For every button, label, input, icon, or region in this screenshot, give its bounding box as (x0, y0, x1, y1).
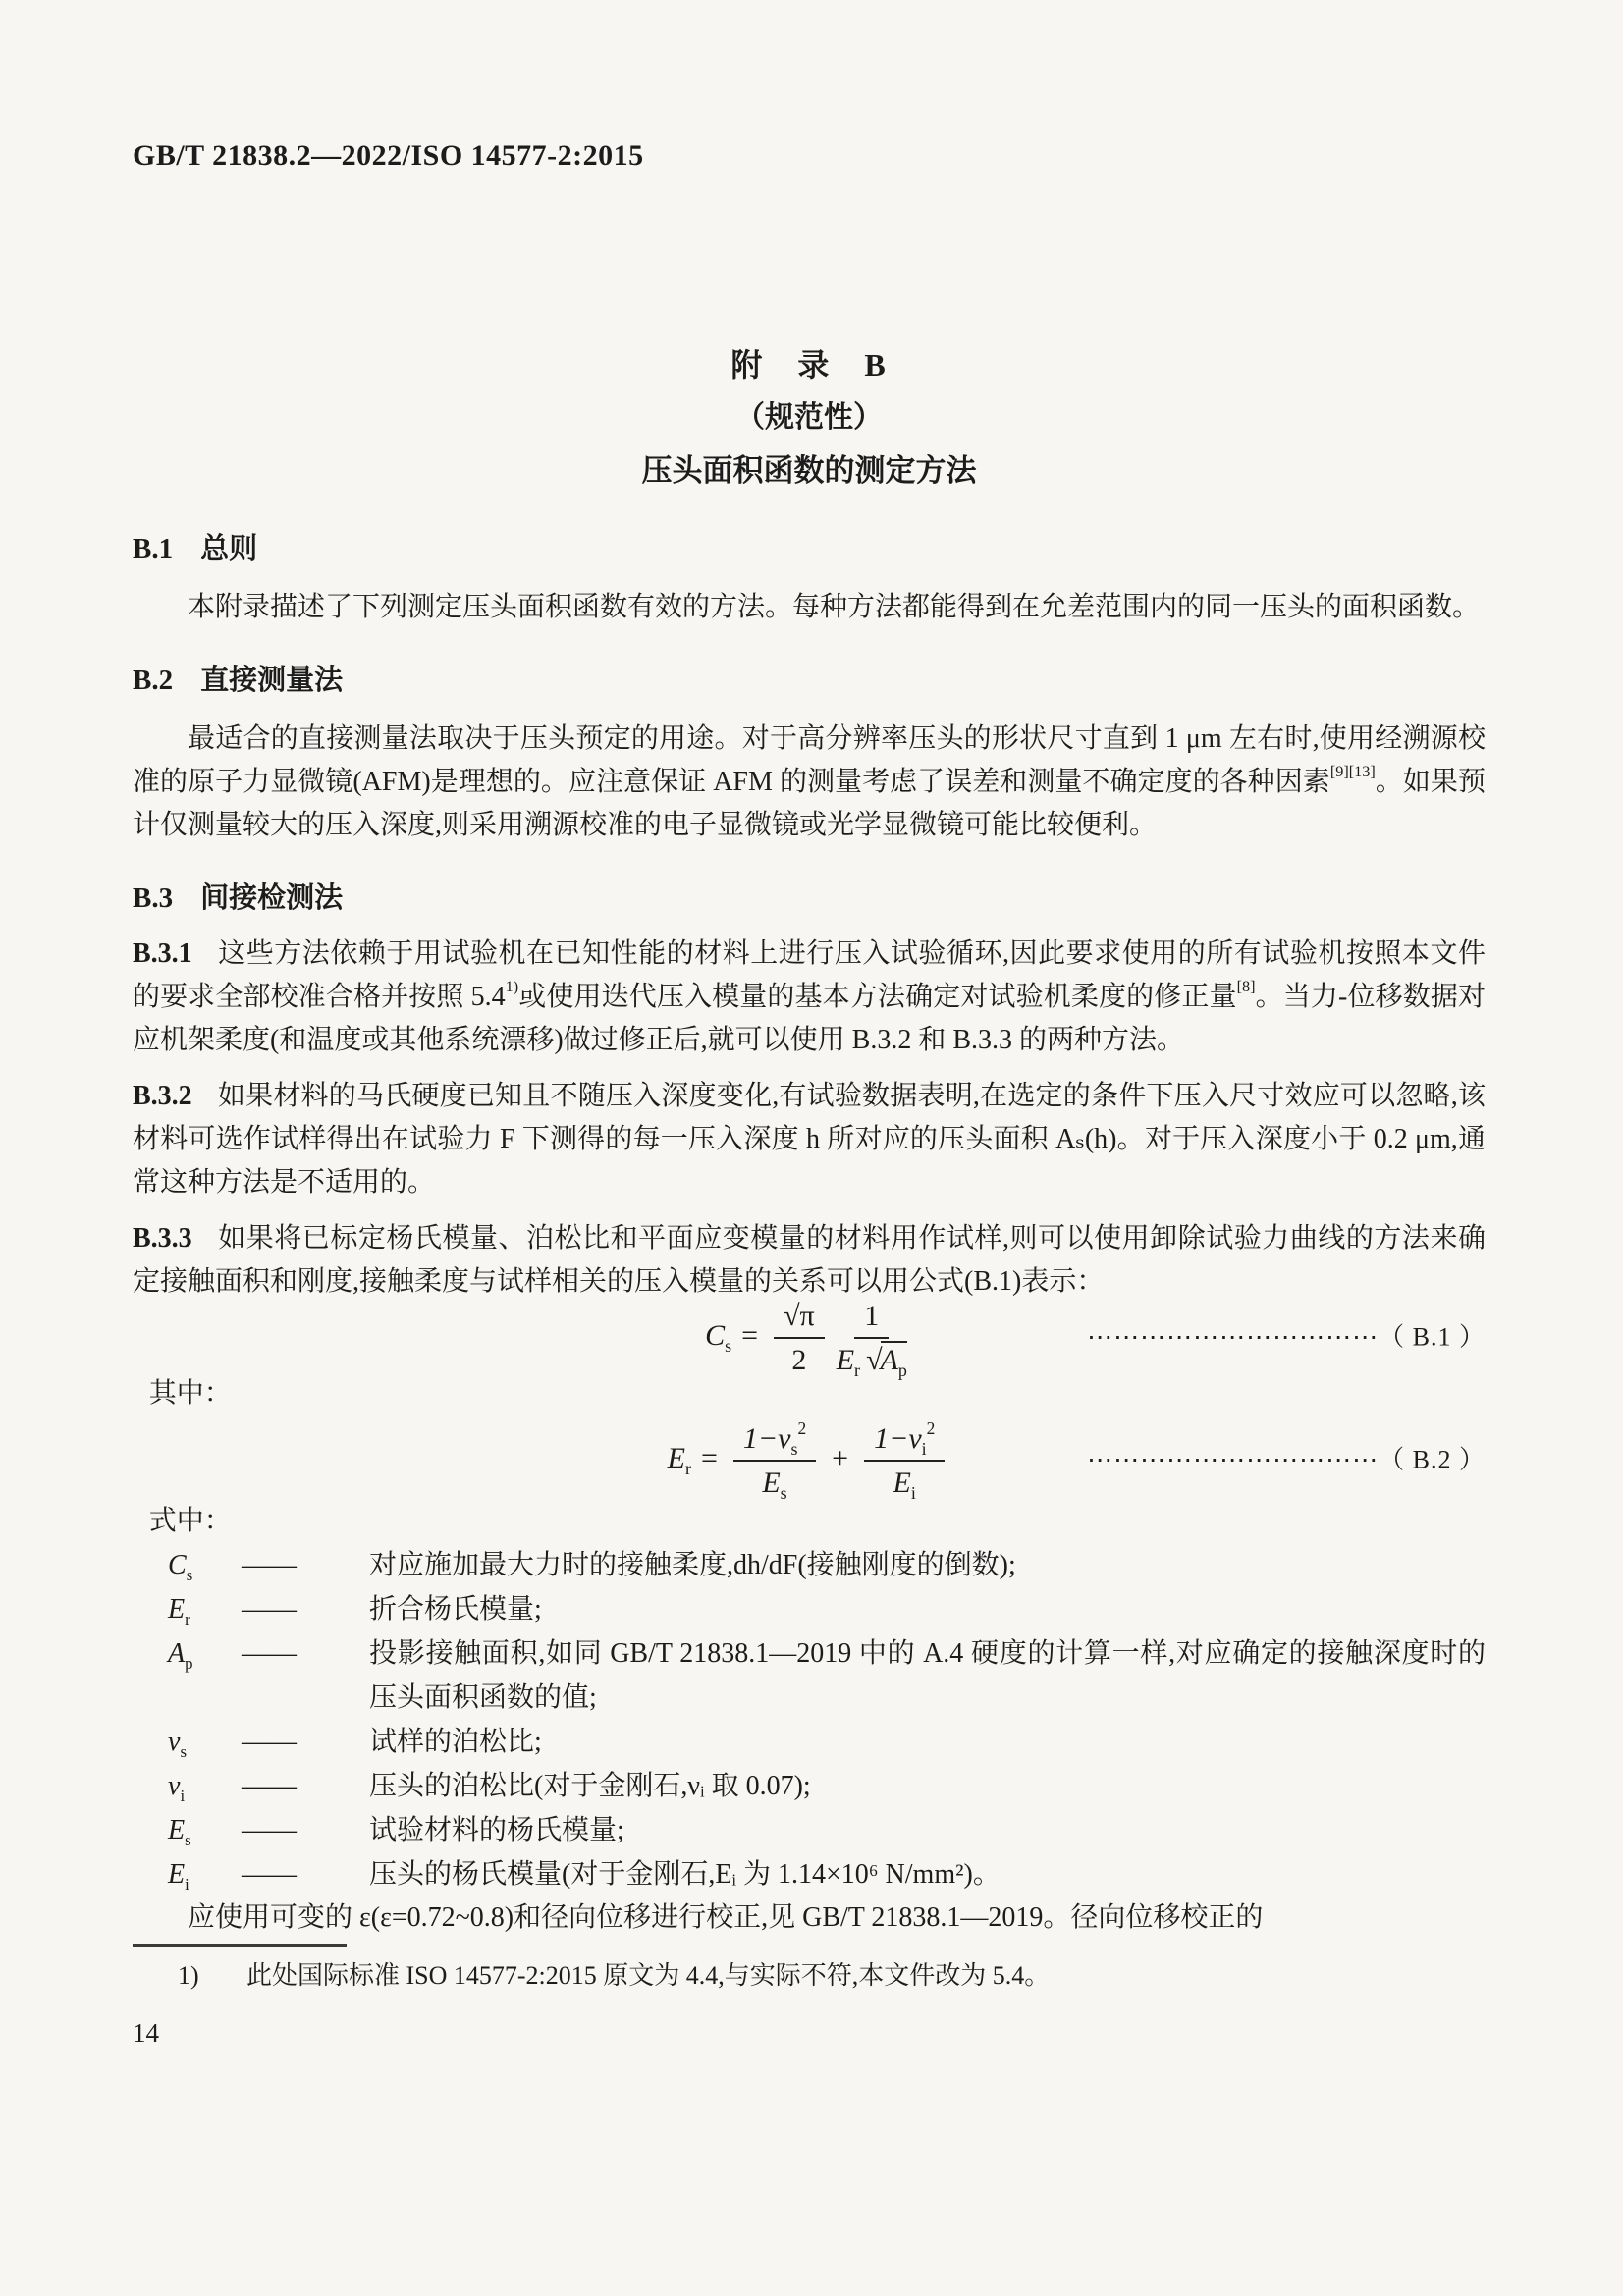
standard-number-header: GB/T 21838.2—2022/ISO 14577-2:2015 (133, 139, 644, 172)
formula-b2-den2-var: E (893, 1467, 911, 1499)
formula-b2-lhs-sub: r (684, 1458, 691, 1478)
formula-b1-lhs-sub: s (725, 1335, 732, 1356)
definition-dash: —— (242, 1727, 297, 1757)
formula-b2-num1-sub: s (790, 1439, 798, 1459)
footnote-marker: 1) (178, 1961, 199, 1990)
formula-b2-den-1 (762, 1462, 787, 1503)
definition-symbol (168, 1808, 242, 1852)
formula-b1-den-1: 2 (791, 1344, 807, 1376)
section-b2-heading (133, 659, 1486, 702)
definition-row (133, 1720, 1486, 1764)
formula-b1-label: （ B.1 ） (1379, 1322, 1486, 1352)
section-b33-number: B.3.3 (133, 1223, 192, 1254)
formula-b1-radicand-sub: p (897, 1361, 907, 1380)
symbol-definitions-list (133, 1543, 1486, 1896)
formula-b2-den-2 (893, 1462, 916, 1503)
section-b2-number: B.2 (133, 665, 174, 696)
definition-text: 投影接触面积,如同 GB/T 21838.1—2019 中的 A.4 硬度的计算一样,对应确定的接触深度时的压头面积函数的值; (369, 1638, 1486, 1713)
definition-text: 试验材料的杨氏模量; (369, 1815, 624, 1845)
formula-b1-fraction-2 (836, 1300, 907, 1380)
formula-b1-num-1: √π (774, 1300, 825, 1339)
formula-b1-equals: = (741, 1318, 759, 1352)
def-6-sub: i (185, 1875, 189, 1894)
formula-b2-body (667, 1418, 951, 1503)
definition-dash: —— (242, 1550, 297, 1580)
definition-symbol (168, 1587, 242, 1631)
formula-b2-fraction-1 (733, 1418, 816, 1503)
def-1-sym: E (168, 1594, 186, 1625)
b31-text-3: 。当力-位移数据对应机架柔度(和温度或其他系统漂移)做过修正后,就可以使用 B.3.2 和 B.3.3 的两种方法。 (133, 982, 1486, 1055)
formula-b1-num-2: 1 (854, 1300, 889, 1339)
formula-b1-den2-var-sub: r (854, 1361, 861, 1380)
definition-row (133, 1808, 1486, 1852)
formula-b2-equals: = (700, 1441, 718, 1474)
definition-symbol (168, 1852, 242, 1896)
definition-symbol (168, 1543, 242, 1587)
definition-symbol (168, 1764, 242, 1808)
formula-b2-label: （ B.2 ） (1379, 1445, 1486, 1474)
def-1-sub: r (185, 1610, 190, 1629)
annex-subtitle: 压头面积函数的测定方法 (641, 454, 977, 488)
formula-b2-num1-sup: 2 (797, 1418, 807, 1438)
formula-b2-num-2 (864, 1418, 945, 1462)
def-3-sym: ν (168, 1727, 181, 1757)
def-2-sym: A (168, 1638, 186, 1669)
formula-b1-den-2 (836, 1339, 907, 1380)
b31-reference-superscript: [8] (1236, 978, 1256, 995)
formula-b2-leader (1087, 1447, 1486, 1475)
closing-paragraph: 应使用可变的 ε(ε=0.72~0.8)和径向位移进行校正,见 GB/T 21838.1—2019。径向位移校正的 (188, 1902, 1264, 1933)
annex-title: 附 录 B (730, 347, 888, 383)
b2-text-1: 最适合的直接测量法取决于压头预定的用途。对于高分辨率压头的形状尺寸直到 1 μm 左右时,使用经溯源校准的原子力显微镜(AFM)是理想的。应注意保证 AFM 的测量考虑了误差和测量不确定度的各种因素 (133, 723, 1486, 797)
annex-normative-label: （规范性） (735, 401, 883, 434)
formula-b1-radicand (880, 1341, 907, 1380)
formula-b1-body (705, 1300, 913, 1380)
formula-b2-den2-sub: i (910, 1483, 916, 1503)
def-2-sub: p (185, 1654, 193, 1673)
def-5-sub: s (185, 1831, 191, 1849)
definition-dash: —— (242, 1771, 297, 1801)
footnote-text: 此处国际标准 ISO 14577-2:2015 原文为 4.4,与实际不符,本文件改为 5.4。 (246, 1961, 1051, 1990)
section-b3-title: 间接检测法 (200, 882, 344, 914)
definition-dash: —— (242, 1859, 297, 1890)
section-b3-number: B.3 (133, 882, 174, 914)
definition-row (133, 1631, 1486, 1720)
definition-text: 折合杨氏模量; (369, 1594, 542, 1625)
section-b31-paragraph (133, 933, 1486, 1062)
definition-dash: —— (242, 1815, 297, 1845)
formula-b2-num2-var: 1−ν (874, 1422, 922, 1455)
definition-text: 对应施加最大力时的接触柔度,dh/dF(接触刚度的倒数); (369, 1550, 1016, 1580)
section-b32-paragraph (133, 1075, 1486, 1204)
formula-b1-leader (1087, 1324, 1486, 1353)
formula-b2-fraction-2 (864, 1418, 945, 1503)
formula-b1-dots: ⋯⋯⋯⋯⋯⋯⋯⋯⋯⋯⋯ (1087, 1322, 1380, 1352)
formula-b1-fraction-1 (774, 1300, 825, 1376)
page-content (133, 0, 1486, 2055)
definition-row (133, 1852, 1486, 1896)
formula-b2-num2-sup: 2 (926, 1418, 936, 1438)
definition-row (133, 1764, 1486, 1808)
b2-text-2: 。如果预计仅测量较大的压入深度,则采用溯源校准的电子显微镜或光学显微镜可能比较便利。 (133, 767, 1486, 840)
formula-b2 (133, 1418, 1486, 1503)
footnote-divider (133, 1944, 347, 1947)
formula-b2-plus: + (832, 1441, 849, 1474)
formula-b1 (133, 1300, 1486, 1380)
formula-b2-num-1 (733, 1418, 816, 1462)
def-4-sym: ν (168, 1771, 181, 1801)
section-b33-paragraph (133, 1217, 1486, 1304)
b32-text: 如果材料的马氏硬度已知且不随压入深度变化,有试验数据表明,在选定的条件下压入尺寸效应可以忽略,该材料可选作试样得出在试验力 F 下测得的每一压入深度 h 所对应的压头面积 Aₛ(h)。对于压入深度小于 0.2 μm,通常这种方法是不适用的。 (133, 1081, 1486, 1198)
def-0-sub: s (186, 1566, 193, 1584)
formula-between-label: 其中： (148, 1378, 232, 1409)
section-b32-number: B.3.2 (133, 1081, 192, 1111)
definition-symbol (168, 1631, 242, 1720)
formula-b2-dots: ⋯⋯⋯⋯⋯⋯⋯⋯⋯⋯⋯ (1087, 1445, 1380, 1474)
formula-b2-den1-var: E (762, 1467, 781, 1499)
annex-title-block (133, 339, 1486, 498)
definition-dash: —— (242, 1638, 297, 1669)
formula-b2-den1-sub: s (780, 1483, 787, 1503)
section-b1-title: 总则 (200, 533, 258, 564)
formula-b2-num1-var: 1−ν (742, 1422, 791, 1455)
def-0-sym: C (168, 1550, 187, 1580)
definition-text: 试样的泊松比; (369, 1727, 542, 1757)
section-b1-paragraph: 本附录描述了下列测定压头面积函数有效的方法。每种方法都能得到在允差范围内的同一压头的面积函数。 (188, 592, 1481, 622)
radical-sign: √ (866, 1344, 883, 1376)
formula-b1-lhs: C (705, 1318, 726, 1352)
section-b1-heading (133, 527, 1486, 570)
b31-text-1: 这些方法依赖于用试验机在已知性能的材料上进行压入试验循环,因此要求使用的所有试验机按照本文件的要求全部校准合格并按照 5.4 (133, 938, 1486, 1012)
formula-b2-num2-sub: i (921, 1439, 927, 1459)
definition-text: 压头的杨氏模量(对于金刚石,Eᵢ 为 1.14×10⁶ N/mm²)。 (369, 1859, 1001, 1890)
b31-text-2: 或使用迭代压入模量的基本方法确定对试验机柔度的修正量 (518, 982, 1237, 1012)
definition-text: 压头的泊松比(对于金刚石,νᵢ 取 0.07); (369, 1771, 811, 1801)
page-number: 14 (133, 2018, 159, 2048)
def-6-sym: E (168, 1859, 186, 1890)
section-b1-number: B.1 (133, 533, 174, 564)
definition-row (133, 1543, 1486, 1587)
b2-reference-superscript: [9][13] (1329, 763, 1376, 780)
formula-b1-den2-var: E (836, 1344, 855, 1376)
formula-where-label: 式中： (148, 1506, 232, 1536)
def-5-sym: E (168, 1815, 186, 1845)
section-b2-title: 直接测量法 (200, 665, 344, 696)
section-b2-paragraph (133, 718, 1486, 847)
formula-b2-lhs: E (667, 1441, 685, 1474)
footnote (133, 1958, 1486, 1994)
b33-text: 如果将已标定杨氏模量、泊松比和平面应变模量的材料用作试样,则可以使用卸除试验力曲线的方法来确定接触面积和刚度,接触柔度与试样相关的压入模量的关系可以用公式(B.1)表示： (133, 1223, 1486, 1297)
def-4-sub: i (180, 1787, 186, 1805)
definition-dash: —— (242, 1594, 297, 1625)
def-3-sub: s (180, 1742, 187, 1761)
section-b3-heading (133, 877, 1486, 920)
formula-b1-radicand-var: A (880, 1344, 898, 1376)
definition-symbol (168, 1720, 242, 1764)
b31-footnote-superscript: 1) (505, 978, 519, 995)
section-b31-number: B.3.1 (133, 938, 192, 969)
definition-row (133, 1587, 1486, 1631)
